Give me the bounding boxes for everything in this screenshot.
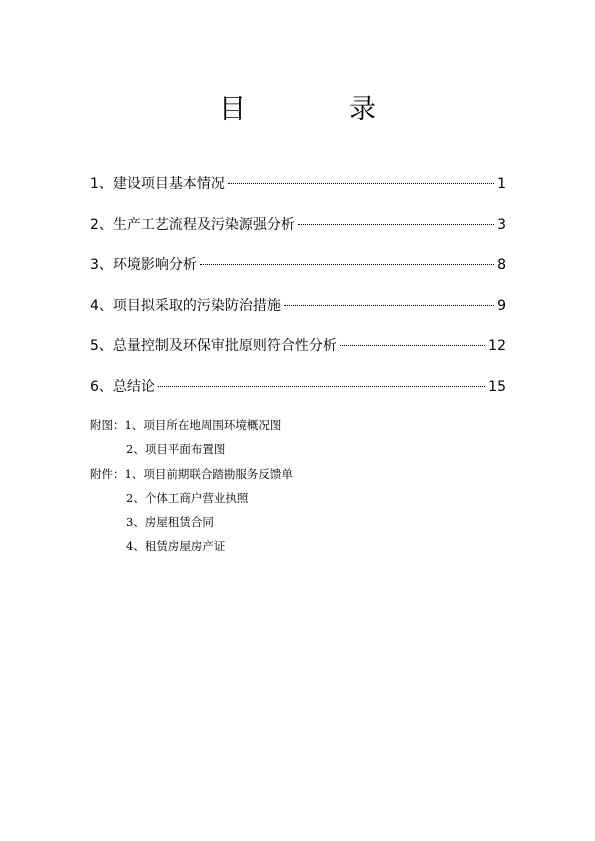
toc-entry-separator: 、 (98, 216, 113, 233)
toc-dot-leader (284, 305, 494, 306)
toc-entry-number: 1 (90, 176, 99, 192)
attachment-item: 3、房屋租赁合同 (126, 515, 214, 530)
toc-entry-number: 4 (90, 297, 99, 314)
toc-entry-page: 12 (488, 338, 506, 354)
figures-row (90, 413, 293, 437)
toc-entry-number: 2 (90, 216, 99, 233)
attachments-row (90, 486, 293, 510)
toc-dot-leader (158, 386, 485, 387)
toc-entry-title: 总结论 (112, 378, 155, 395)
toc-entry-title: 生产工艺流程及污染源强分析 (112, 216, 295, 233)
page-title: 目 录 (219, 94, 414, 125)
figure-item: 2、项目平面布置图 (126, 442, 226, 457)
attachments-row (90, 510, 293, 534)
toc-entry[interactable] (90, 251, 506, 292)
table-of-contents (90, 170, 506, 413)
toc-entry-separator: 、 (98, 378, 113, 395)
toc-entry-number: 3 (90, 257, 99, 273)
toc-entry-number: 5 (90, 338, 99, 354)
figures-label: 附图： (90, 418, 125, 432)
toc-entry-page: 8 (497, 257, 506, 273)
toc-entry-title: 建设项目基本情况 (112, 176, 225, 192)
figure-item: 1、项目所在地周围环境概况图 (124, 418, 282, 432)
toc-entry-number: 6 (90, 378, 99, 395)
toc-entry-separator: 、 (98, 297, 113, 314)
appendix-list (90, 413, 293, 559)
toc-entry-page: 1 (497, 176, 506, 192)
toc-entry-title: 总量控制及环保审批原则符合性分析 (112, 338, 337, 354)
attachment-item: 4、租赁房屋房产证 (126, 539, 226, 554)
toc-entry-separator: 、 (98, 338, 113, 354)
toc-entry-separator: 、 (98, 176, 113, 192)
toc-entry-title: 项目拟采取的污染防治措施 (112, 297, 281, 314)
toc-dot-leader (228, 183, 494, 184)
attachments-row (90, 462, 293, 486)
toc-entry-page: 3 (497, 216, 506, 233)
figures-row (90, 437, 293, 461)
toc-entry[interactable] (90, 292, 506, 333)
attachment-item: 2、个体工商户营业执照 (126, 490, 249, 505)
attachments-label: 附件： (90, 466, 125, 481)
attachment-item: 1、项目前期联合踏勘服务反馈单 (124, 466, 293, 481)
toc-entry-separator: 、 (98, 257, 113, 273)
attachments-row (90, 534, 293, 558)
toc-entry-page: 9 (497, 297, 506, 314)
toc-entry[interactable] (90, 170, 506, 211)
toc-entry[interactable] (90, 332, 506, 373)
toc-entry-page: 15 (488, 378, 506, 395)
toc-dot-leader (340, 345, 485, 346)
toc-dot-leader (298, 224, 494, 225)
toc-entry[interactable] (90, 211, 506, 252)
toc-entry[interactable] (90, 373, 506, 414)
toc-dot-leader (200, 264, 494, 265)
toc-entry-title: 环境影响分析 (112, 257, 197, 273)
